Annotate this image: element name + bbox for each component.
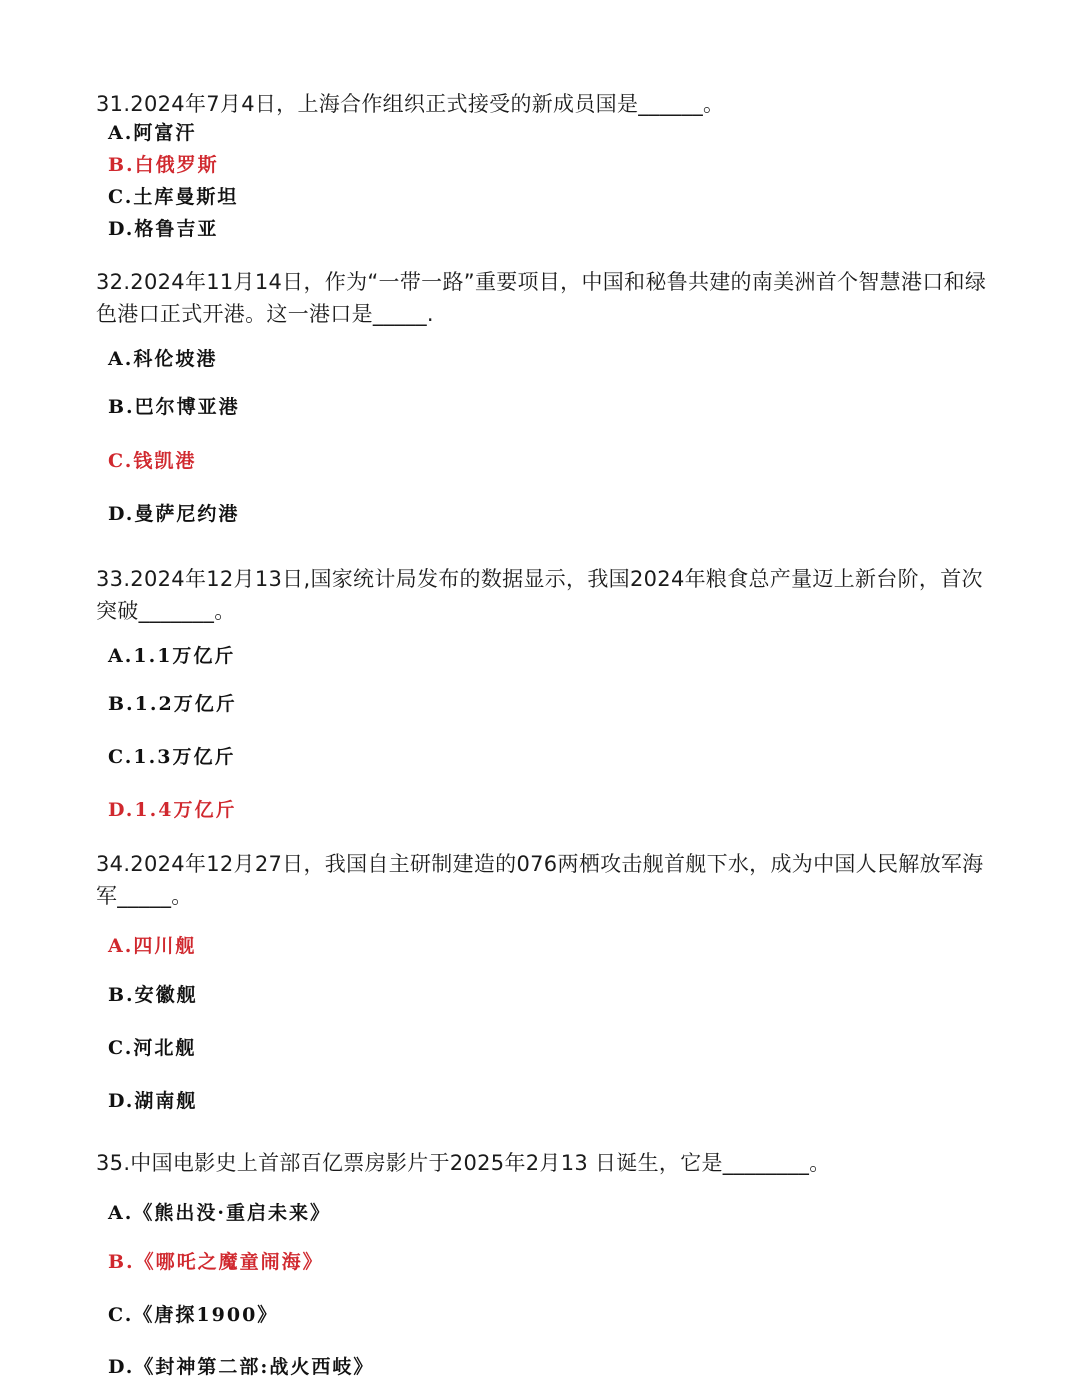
question-32-option-d: D.曼萨尼约港: [108, 503, 240, 525]
question-31-stem: 31.2024年7月4日，上海合作组织正式接受的新成员国是______。: [96, 92, 725, 116]
question-32-stem: 32.2024年11月14日，作为“一带一路”重要项目，中国和秘鲁共建的南美洲首个智慧港口和绿色港口正式开港。这一港口是_____.: [96, 270, 987, 326]
question-31-option-a: A.阿富汗: [108, 122, 197, 144]
question-33-option-d: D.1.4万亿斤: [108, 799, 237, 821]
question-35-option-d: D.《封神第二部:战火西岐》: [108, 1356, 375, 1378]
question-34-option-b: B.安徽舰: [108, 984, 198, 1006]
question-31-option-d: D.格鲁吉亚: [108, 218, 219, 240]
question-33-stem: 33.2024年12月13日,国家统计局发布的数据显示，我国2024年粮食总产量迈上新台阶，首次突破_______。: [96, 567, 983, 623]
question-35-option-a: A.《熊出没·重启未来》: [108, 1202, 331, 1224]
question-33-option-a: A.1.1万亿斤: [108, 645, 236, 667]
question-34-option-c: C.河北舰: [108, 1037, 197, 1059]
question-34-stem: 34.2024年12月27日，我国自主研制建造的076两栖攻击舰首舰下水，成为中国人民解放军海军_____。: [96, 852, 984, 908]
question-32-option-a: A.科伦坡港: [108, 348, 218, 370]
question-35-option-b: B.《哪吒之魔童闹海》: [108, 1251, 324, 1273]
question-33-option-b: B.1.2万亿斤: [108, 693, 237, 715]
question-32-option-c: C.钱凯港: [108, 450, 197, 472]
question-34-option-a: A.四川舰: [108, 935, 197, 957]
question-31-option-c: C.土库曼斯坦: [108, 186, 239, 208]
question-34-option-d: D.湖南舰: [108, 1090, 198, 1112]
question-31-option-b: B.白俄罗斯: [108, 154, 219, 176]
question-35-option-c: C.《唐探1900》: [108, 1304, 279, 1326]
question-33-option-c: C.1.3万亿斤: [108, 746, 236, 768]
question-32-option-b: B.巴尔博亚港: [108, 396, 240, 418]
question-35-stem: 35.中国电影史上首部百亿票房影片于2025年2月13 日诞生，它是________。: [96, 1151, 831, 1175]
